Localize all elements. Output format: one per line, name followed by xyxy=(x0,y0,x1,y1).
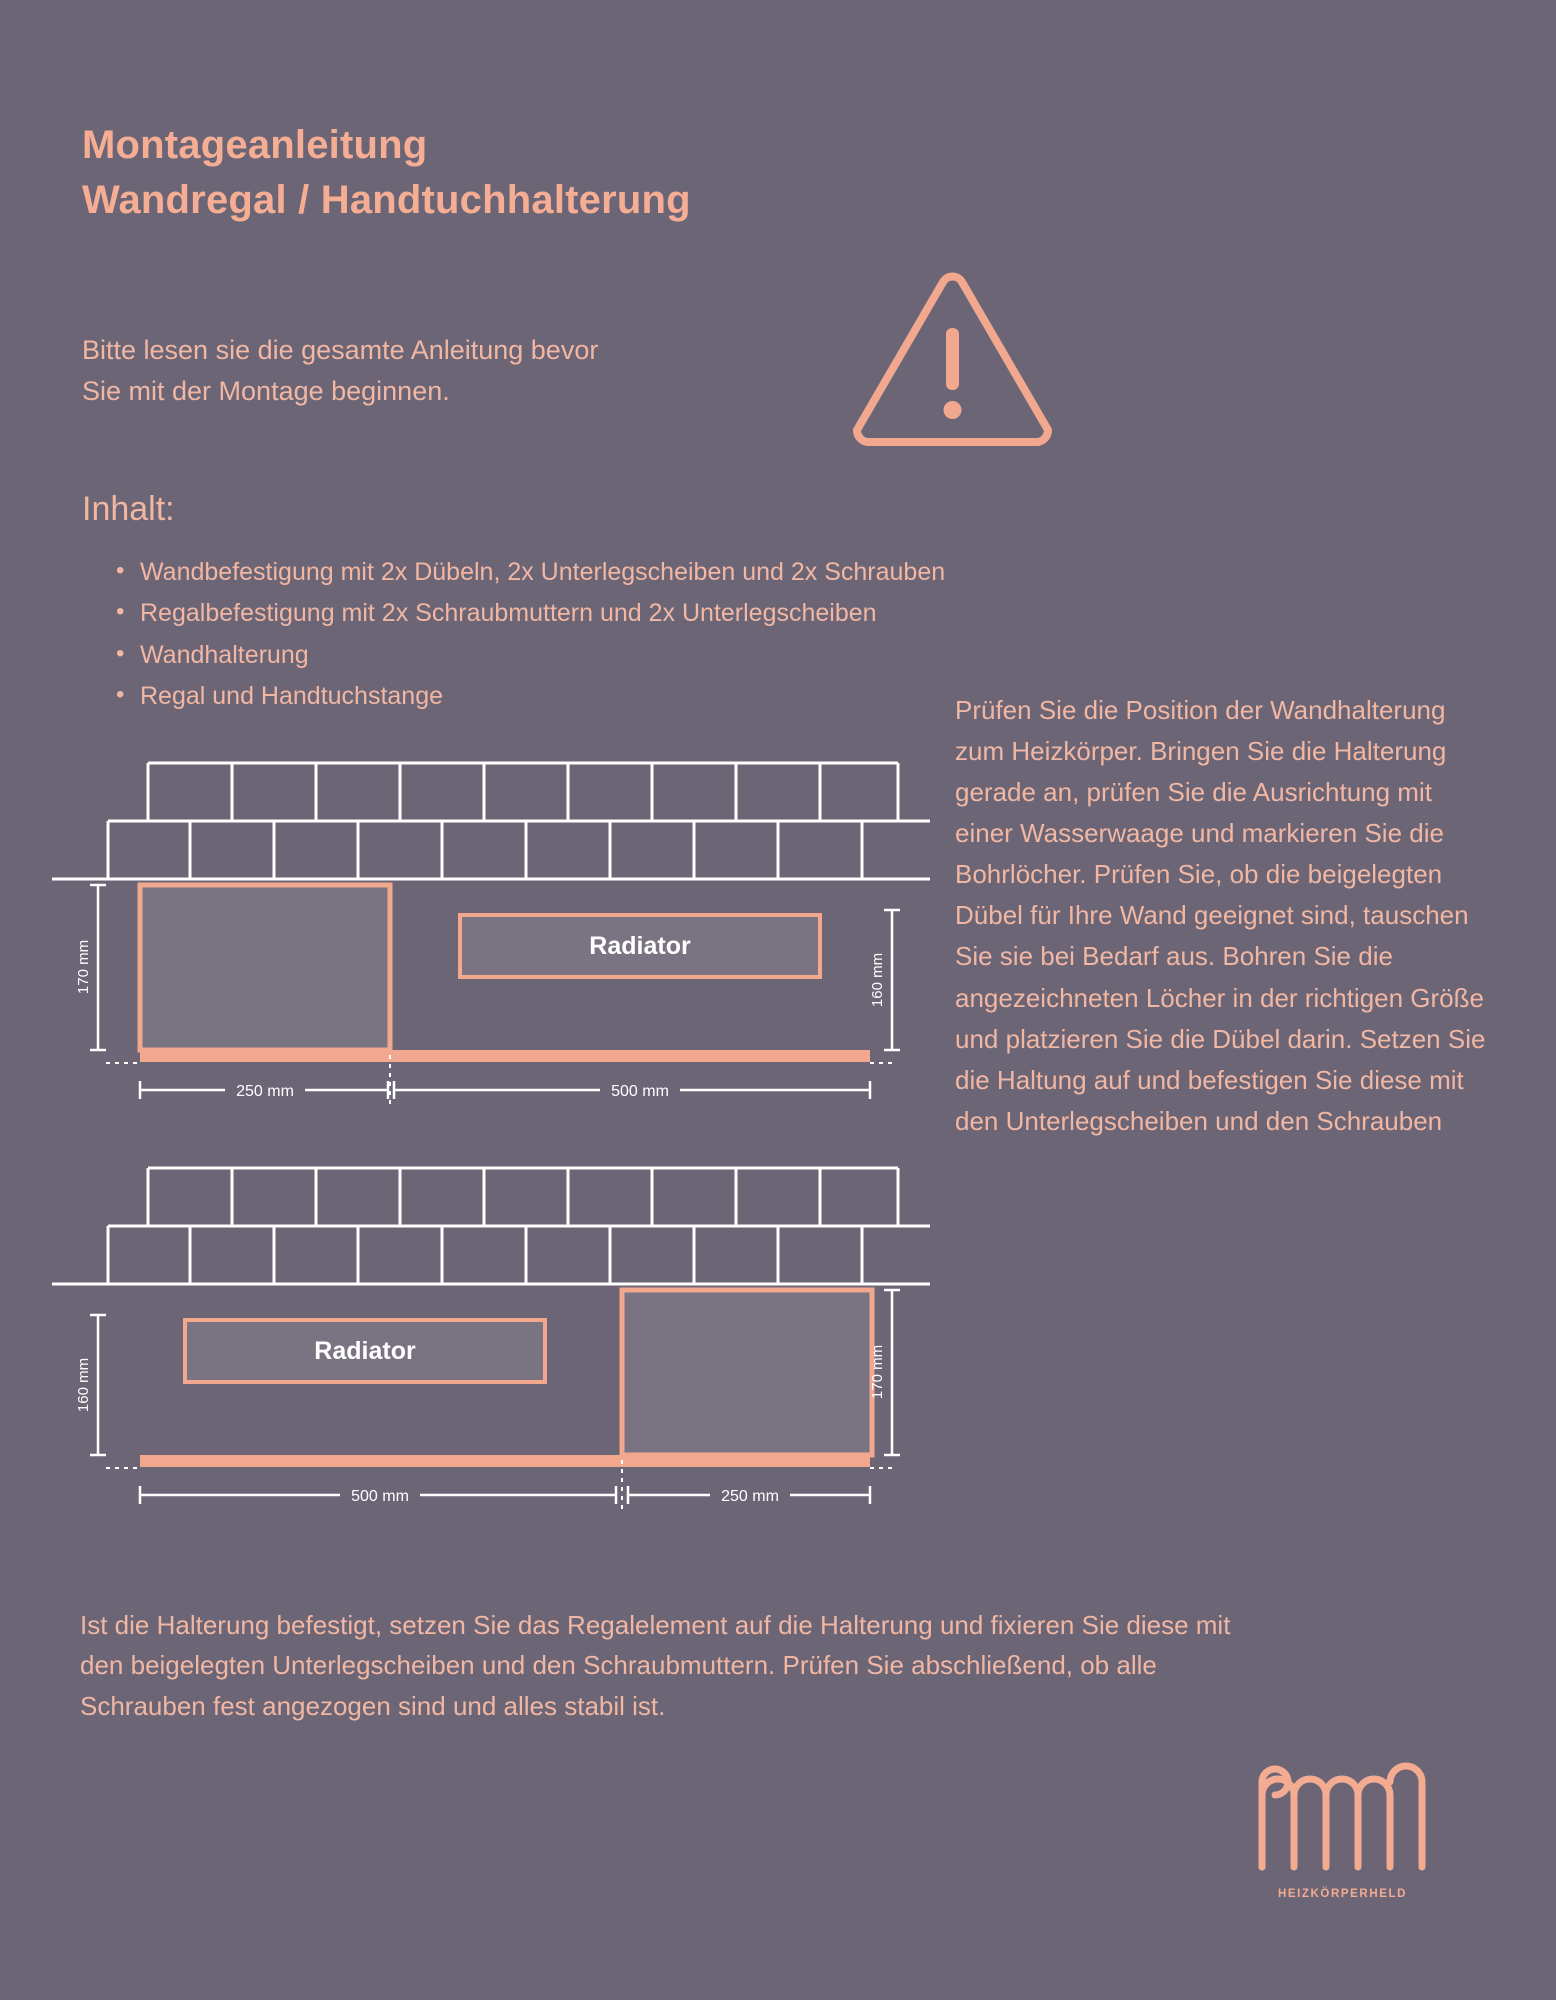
warning-triangle-icon xyxy=(845,270,1060,450)
intro-line-1: Bitte lesen sie die gesamte Anleitung bevor xyxy=(82,335,599,365)
instruction-paragraph-bottom: Ist die Halterung befestigt, setzen Sie das Regalelement auf die Halterung und fixieren Sie diese mit den beigelegten Unterlegscheiben und den Schraubmuttern. Prüfen Sie abschließend, ob alle Schrauben fest angezogen sind und alles stabil ist. xyxy=(80,1610,1231,1721)
svg-text:160 mm: 160 mm xyxy=(75,1357,92,1413)
list-item: • Regal und Handtuchstange xyxy=(110,676,945,717)
instruction-paragraph-right: Prüfen Sie die Position der Wandhalterung zum Heizkörper. Bringen Sie die Halterung gerade an, prüfen Sie die Ausrichtung mit einer Wasserwaage und markieren Sie die Bohrlöcher. Prüfen Sie, ob die beigelegten Dübel für Ihre Wand geeignet sind, tauschen Sie sie bei Bedarf aus. Bohren Sie die angezeichneten Löcher in der richtigen Größe und platzieren Sie die Dübel darin. Setzen Sie die Haltung auf und befestigen Sie diese mit den Unterlegscheiben und den Schrauben xyxy=(955,695,1486,1136)
svg-text:170 mm: 170 mm xyxy=(75,939,92,995)
svg-text:500 mm: 500 mm xyxy=(351,1488,409,1505)
list-item: • Regalbefestigung mit 2x Schraubmuttern und 2x Unterlegscheiben xyxy=(110,593,945,634)
logo-wordmark: HEIZKÖRPERHELD xyxy=(1277,1888,1408,1900)
list-item: • Wandbefestigung mit 2x Dübeln, 2x Unterlegscheiben und 2x Schrauben xyxy=(110,552,945,593)
intro-line-2: Sie mit der Montage beginnen. xyxy=(82,376,450,407)
svg-text:250 mm: 250 mm xyxy=(236,1083,294,1100)
contents-list xyxy=(110,552,945,717)
title-line-1: Montageanleitung xyxy=(82,123,428,167)
svg-text:250 mm: 250 mm xyxy=(721,1488,779,1505)
svg-text:170 mm: 170 mm xyxy=(869,1344,886,1400)
title-line-2: Wandregal / Handtuchhalterung xyxy=(82,178,691,223)
svg-text:Radiator: Radiator xyxy=(314,1337,416,1365)
diagram-shelf-right-of-radiator xyxy=(30,1150,930,1535)
svg-text:160 mm: 160 mm xyxy=(869,952,886,1008)
intro-text xyxy=(82,330,598,412)
svg-text:Radiator: Radiator xyxy=(589,932,691,960)
diagram-shelf-left-of-radiator xyxy=(30,745,930,1130)
svg-text:500 mm: 500 mm xyxy=(611,1083,669,1100)
page-title xyxy=(82,118,691,228)
radiator-logo-icon xyxy=(1255,1755,1430,1885)
contents-heading: Inhalt: xyxy=(82,490,175,528)
list-item: • Wandhalterung xyxy=(110,635,945,676)
